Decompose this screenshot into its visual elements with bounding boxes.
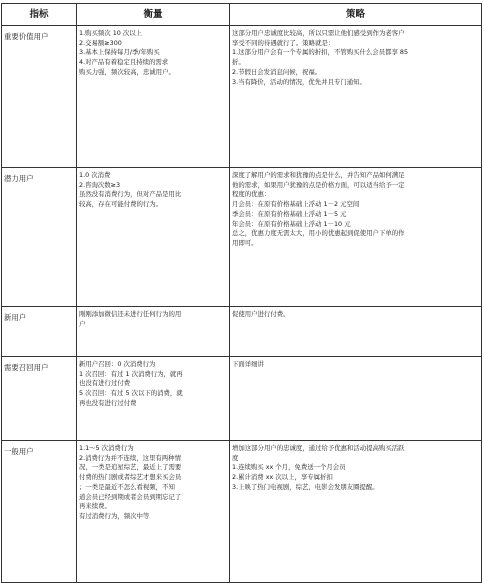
user-segment-table <box>1 3 482 583</box>
table-row <box>2 168 482 307</box>
cell-strategy-line: 折。 <box>232 58 245 67</box>
cell-strategy-line: 增加这部分用户的忠诚度，通过给予优惠和活动提高购买活跃 <box>232 444 405 452</box>
cell-metric-line: 虽然没有消费行为，但对产品是用比 <box>79 190 182 199</box>
cell-metric-line: ；一类是最近不怎么看视频，不知 <box>79 482 175 491</box>
cell-indicator: 需要召回用户 <box>2 357 77 441</box>
cell-strategy-line: 2.累计消费 xx 次以上，享专属折扣 <box>232 473 333 482</box>
header-indicator: 指标 <box>2 4 77 26</box>
cell-strategy-line: 享受不同的待遇就行了。策略就是： <box>232 38 335 47</box>
cell-indicator: 一般用户 <box>2 441 77 583</box>
cell-strategy-line: 深度了解用户的需求和犹豫的点是什么，并告知产品如何满足 <box>232 171 405 179</box>
cell-metric-line: 有过消费行为，频次中等 <box>79 511 150 520</box>
cell-strategy-line: 1.连续购买 xx 个月，免费送一个月会员 <box>232 463 346 472</box>
cell-metric-line: 再也没有进行过付费 <box>79 398 137 407</box>
cell-metric-line: 新用户召回：0 次消费行为 <box>79 360 156 368</box>
cell-strategy-line: 度 <box>232 453 239 462</box>
cell-metric-line: 况，一类是追星综艺，最近上了需要 <box>79 463 182 472</box>
cell-indicator: 重要价值用户 <box>2 26 77 168</box>
header-strategy: 策略 <box>230 4 482 26</box>
table-row <box>2 26 482 168</box>
cell-metric <box>77 441 230 583</box>
cell-strategy-line: 促使用户进行付费。 <box>232 310 290 318</box>
table-row <box>2 441 482 583</box>
cell-metric-line: 购买力强，频次较高，忠诚用户。 <box>79 67 175 76</box>
cell-metric-line: 1 次召回：有过 1 次消费行为，就再 <box>79 369 183 378</box>
cell-strategy-line: 用即可。 <box>232 238 258 247</box>
cell-indicator: 潜力用户 <box>2 168 77 307</box>
cell-metric-line: 3.基本上保持每月/季/年购买 <box>79 48 160 57</box>
cell-metric-line: 也没有进行过付费 <box>79 379 131 388</box>
cell-metric-line: 再来续费。 <box>79 502 111 511</box>
cell-metric-line: 道会员已经到期或者会员到期忘记了 <box>79 492 182 501</box>
cell-strategy-line: 3.当有降价，活动的情况，优先并且专门通知。 <box>232 77 366 86</box>
cell-strategy <box>230 307 482 357</box>
cell-metric-line: 5 次召回：有过 5 次以下的消费，就 <box>79 389 183 398</box>
cell-strategy-line: 1.这部分用户会有一个专属的折扣，不管购买什么会员都享 85 <box>232 48 409 57</box>
cell-metric-line: 2.消费行为并不连续，这里有两种情 <box>79 453 181 462</box>
cell-metric <box>77 26 230 168</box>
cell-metric-line: 1.购买频次 10 次以上 <box>79 29 143 37</box>
cell-metric <box>77 168 230 307</box>
cell-metric-line: 4.对产品有着稳定且持续的需求 <box>79 58 169 67</box>
cell-indicator: 新用户 <box>2 307 77 357</box>
cell-strategy <box>230 441 482 583</box>
cell-metric <box>77 307 230 357</box>
cell-metric-line: 刚刚添加微信还未进行任何行为的用 <box>79 310 182 318</box>
cell-strategy-line: 这部分用户忠诚度比较高，所以只需让他们感受到作为老客户 <box>232 29 405 37</box>
cell-metric-line: 户 <box>79 319 86 328</box>
cell-strategy-line: 3.上映了热门电视剧，综艺，电影会发朋友圈提醒。 <box>232 482 379 491</box>
cell-strategy-line: 季会员：在原有价格基础上浮动 1－5 元 <box>232 209 347 218</box>
cell-metric-line: 较高，存在可能付费的行为。 <box>79 200 163 209</box>
cell-strategy-line: 月会员：在原有价格基础上浮动 1－2 元空间 <box>232 200 360 209</box>
cell-metric-line: 付费的热门剧或者综艺才想来买会员 <box>79 473 182 482</box>
cell-strategy <box>230 26 482 168</box>
cell-strategy-line: 程度的优惠： <box>232 190 271 199</box>
cell-strategy <box>230 168 482 307</box>
cell-strategy-line: 2.节假日会发消息问候，祝福。 <box>232 67 322 76</box>
cell-strategy-line: 年会员：在原有价格基础上浮动 1－10 元 <box>232 219 351 228</box>
cell-metric-line: 2.交易额≥300 <box>79 38 122 47</box>
table-header-row <box>2 4 482 26</box>
cell-strategy-line: 总之，优惠力度无需太大，用小的优惠起到促使用户下单的作 <box>232 229 405 238</box>
cell-metric-line: 2.咨询次数≥3 <box>79 180 121 189</box>
cell-metric <box>77 357 230 441</box>
table-row <box>2 357 482 441</box>
cell-strategy <box>230 357 482 441</box>
cell-strategy-line: 下面详细讲 <box>232 360 264 368</box>
cell-metric-line: 1.1～5 次消费行为 <box>79 444 134 452</box>
header-metric: 衡量 <box>77 4 230 26</box>
cell-strategy-line: 他的需求，如果用户犹豫的点是价格方面，可以适当给予一定 <box>232 180 405 189</box>
cell-metric-line: 1.0 次消费 <box>79 171 111 179</box>
table-row <box>2 307 482 357</box>
